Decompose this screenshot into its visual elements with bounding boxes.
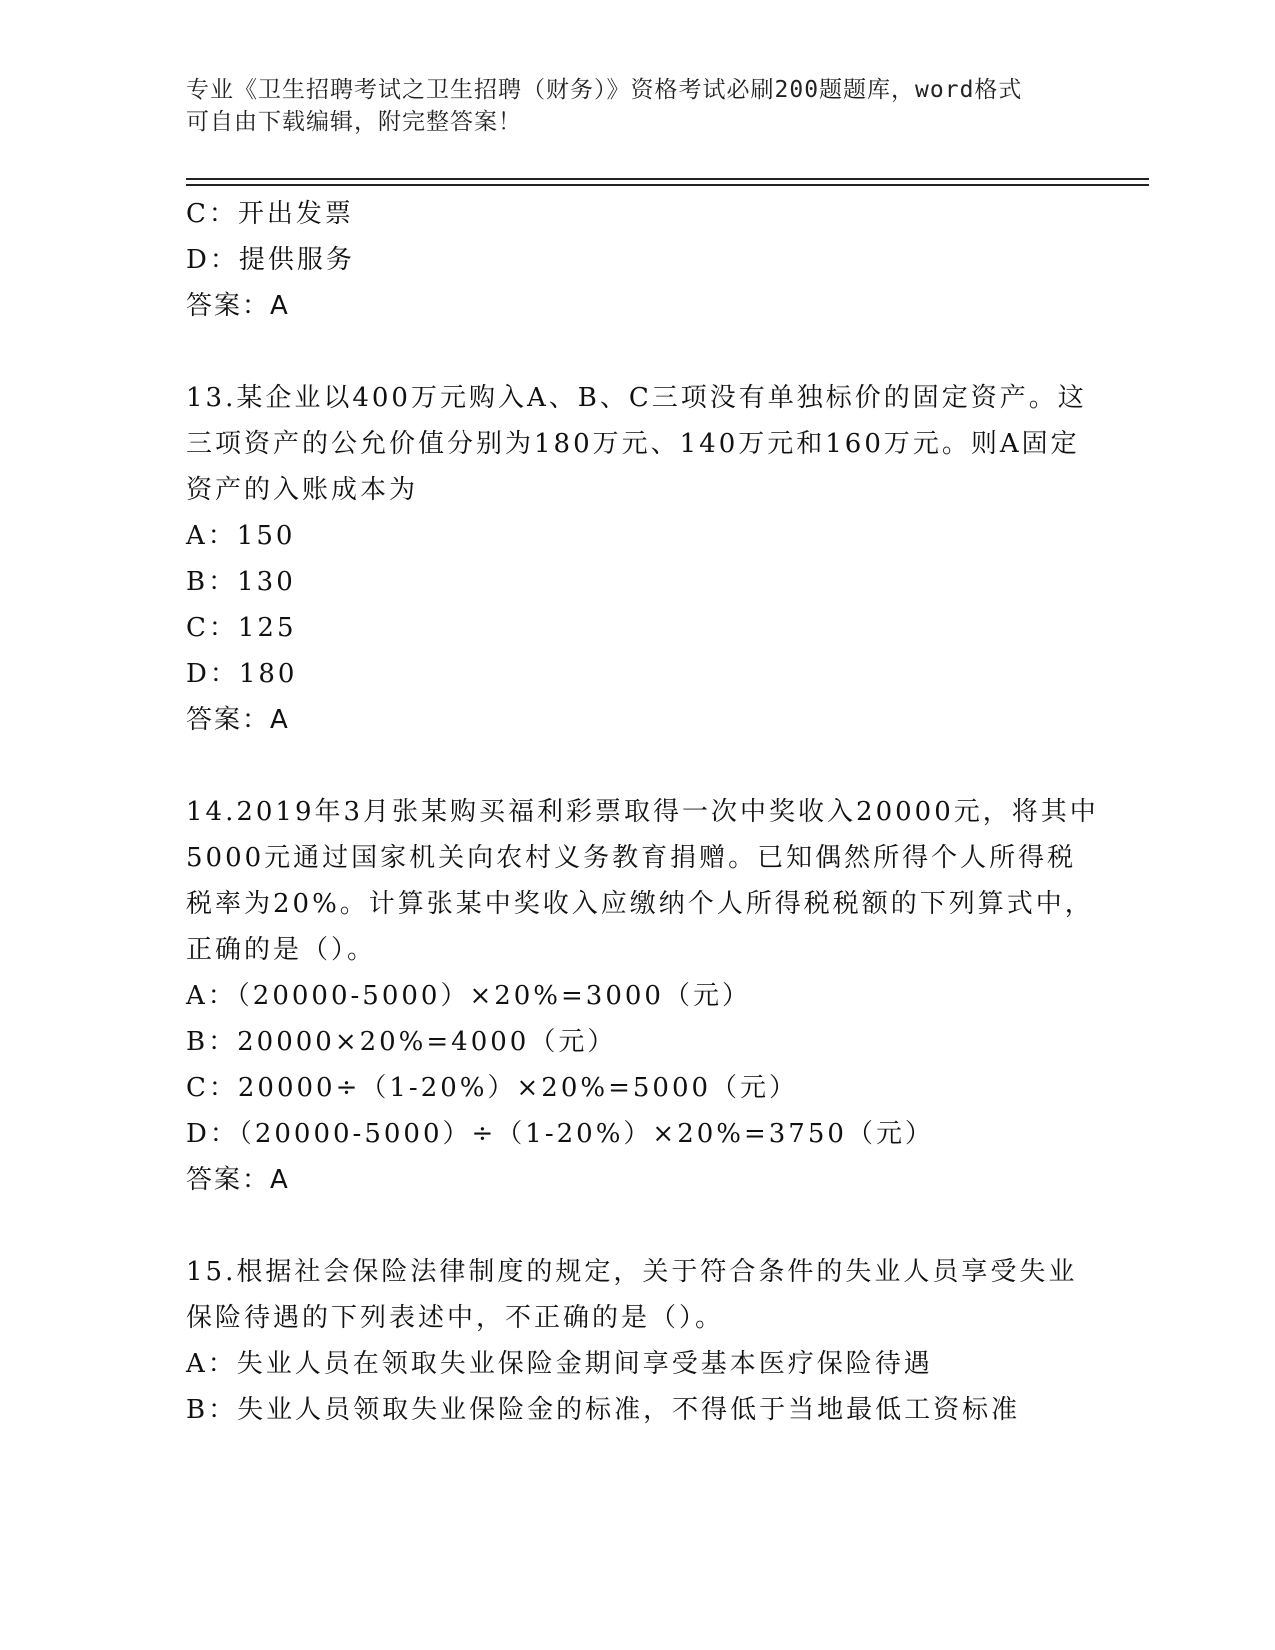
option-c: C：开出发票 <box>186 199 354 229</box>
question-12-partial <box>186 191 1106 329</box>
header-divider-top <box>186 178 1149 180</box>
question-stem-line: 14.2019年3月张某购买福利彩票取得一次中奖收入20000元，将其中 <box>186 797 1099 827</box>
spacer <box>186 1203 1106 1249</box>
option-b: B：失业人员领取失业保险金的标准，不得低于当地最低工资标准 <box>186 1395 1021 1425</box>
header-line-2: 可自由下载编辑，附完整答案！ <box>186 109 522 135</box>
option-d: D：（20000-5000）÷（1-20%）×20%=3750（元） <box>186 1119 934 1149</box>
answer: 答案：A <box>186 1165 290 1195</box>
question-content <box>186 191 1106 1433</box>
option-c: C：20000÷（1-20%）×20%=5000（元） <box>186 1073 799 1103</box>
question-stem-line: 资产的入账成本为 <box>186 475 419 505</box>
question-stem-line: 三项资产的公允价值分别为180万元、140万元和160万元。则A固定 <box>186 429 1080 459</box>
answer: 答案：A <box>186 291 290 321</box>
option-b: B：130 <box>186 567 296 597</box>
answer: 答案：A <box>186 705 290 735</box>
question-stem-line: 5000元通过国家机关向农村义务教育捐赠。已知偶然所得个人所得税 <box>186 843 1077 873</box>
spacer <box>186 743 1106 789</box>
option-b: B：20000×20%=4000（元） <box>186 1027 617 1057</box>
option-a: A：150 <box>186 521 296 551</box>
page-header <box>186 74 1106 138</box>
option-d: D：提供服务 <box>186 245 355 275</box>
question-stem-line: 税率为20%。计算张某中奖收入应缴纳个人所得税税额的下列算式中， <box>186 889 1094 919</box>
question-stem-line: 保险待遇的下列表述中，不正确的是（）。 <box>186 1303 725 1333</box>
question-stem-line: 13.某企业以400万元购入A、B、C三项没有单独标价的固定资产。这 <box>186 383 1087 413</box>
question-13 <box>186 375 1106 743</box>
header-line-1: 专业《卫生招聘考试之卫生招聘（财务）》资格考试必刷200题题库，word格式 <box>186 77 1023 103</box>
question-stem-line: 15.根据社会保险法律制度的规定，关于符合条件的失业人员享受失业 <box>186 1257 1078 1287</box>
spacer <box>186 329 1106 375</box>
question-15 <box>186 1249 1106 1433</box>
option-a: A：失业人员在领取失业保险金期间享受基本医疗保险待遇 <box>186 1349 933 1379</box>
option-c: C：125 <box>186 613 297 643</box>
question-14 <box>186 789 1106 1203</box>
option-a: A：（20000-5000）×20%=3000（元） <box>186 981 751 1011</box>
option-d: D：180 <box>186 659 298 689</box>
header-divider-bottom <box>186 184 1149 186</box>
question-stem-line: 正确的是（）。 <box>186 935 377 965</box>
